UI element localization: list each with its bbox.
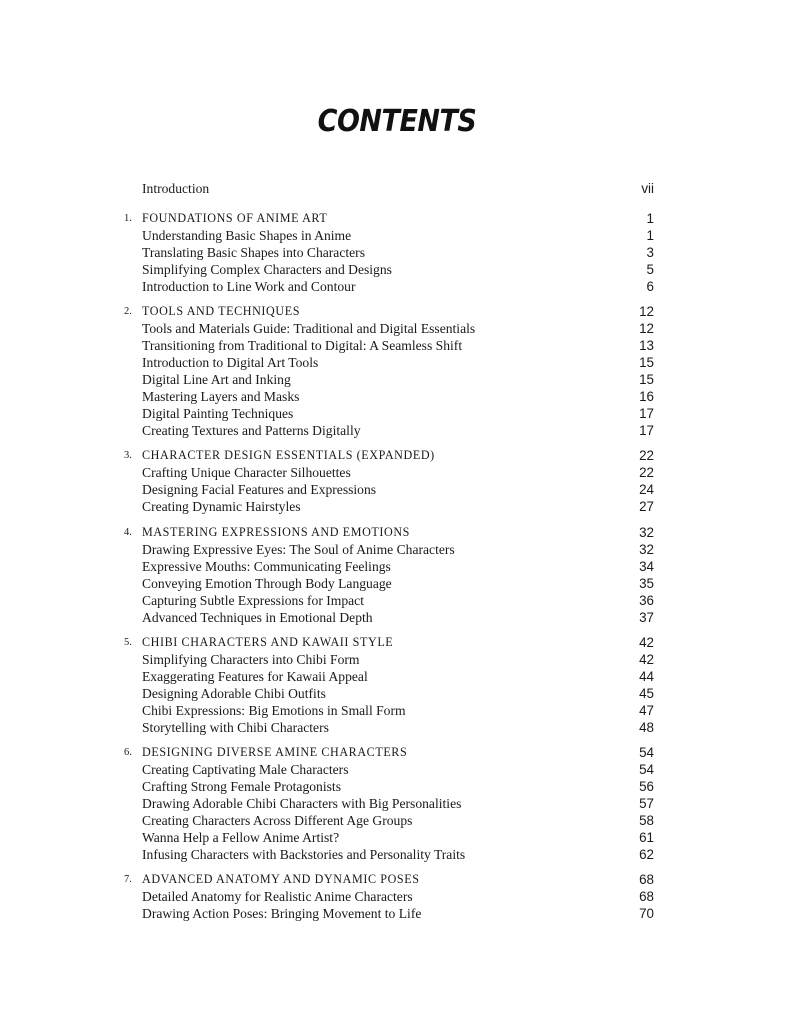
chapter-heading[interactable] (124, 744, 654, 761)
toc-entry-label: Exaggerating Features for Kawaii Appeal (142, 669, 368, 684)
toc-entry-label: Creating Textures and Patterns Digitally (142, 423, 361, 438)
toc-entry-label: Digital Line Art and Inking (142, 372, 291, 387)
toc-entry-label: Transitioning from Traditional to Digital: A Seamless Shift (142, 338, 463, 353)
toc-entry-page: 68 (639, 889, 654, 904)
toc-entry[interactable] (124, 575, 654, 592)
toc-entry[interactable] (124, 761, 654, 778)
toc-entry-page: vii (641, 181, 654, 196)
toc-entry-label: Introduction (142, 181, 210, 196)
toc-entry-page: 47 (639, 703, 654, 718)
toc-entry-page: 5 (646, 262, 654, 277)
toc-entry-page: 35 (639, 576, 654, 591)
toc-entry-page: 70 (639, 906, 654, 921)
toc-entry-label: Drawing Action Poses: Bringing Movement to Life (142, 906, 422, 921)
toc-entry-label: Designing Facial Features and Expressions (142, 482, 377, 497)
toc-entry-label: Infusing Characters with Backstories and Personality Traits (142, 847, 466, 862)
toc-entry[interactable] (124, 829, 654, 846)
chapter-title: CHIBI CHARACTERS AND KAWAII STYLE (142, 635, 394, 649)
toc-entry-page: 37 (639, 610, 654, 625)
toc-entry-label: Conveying Emotion Through Body Language (142, 576, 392, 591)
toc-entry[interactable] (124, 422, 654, 439)
chapter-title: ADVANCED ANATOMY AND DYNAMIC POSES (142, 872, 420, 886)
chapter-page: 22 (639, 448, 654, 463)
chapter-page: 68 (639, 872, 654, 887)
toc-entry-label: Drawing Expressive Eyes: The Soul of Anime Characters (142, 542, 455, 557)
chapter-heading[interactable] (124, 634, 654, 651)
toc-entry[interactable] (124, 320, 654, 337)
chapter-number: 4. (124, 527, 132, 538)
toc-entry[interactable] (124, 244, 654, 261)
toc-entry[interactable] (124, 702, 654, 719)
toc-entry-page: 62 (639, 847, 654, 862)
chapter-number: 6. (124, 747, 132, 758)
toc-entry[interactable] (124, 337, 654, 354)
chapter-title: FOUNDATIONS OF ANIME ART (142, 211, 328, 225)
chapter-page: 32 (639, 525, 654, 540)
toc-entry[interactable] (124, 719, 654, 736)
toc-entry-page: 58 (639, 813, 654, 828)
chapter-title: TOOLS AND TECHNIQUES (142, 304, 301, 318)
chapter-heading[interactable] (124, 210, 654, 227)
toc-entry[interactable] (124, 558, 654, 575)
toc-entry[interactable] (124, 261, 654, 278)
toc-entry[interactable] (124, 846, 654, 863)
page-title: CONTENTS (317, 104, 477, 139)
chapter-page: 12 (639, 304, 654, 319)
toc-entry-label: Creating Captivating Male Characters (142, 762, 349, 777)
toc-entry-page: 22 (639, 465, 654, 480)
chapter-heading[interactable] (124, 524, 654, 541)
toc-entry-page: 27 (639, 499, 654, 514)
toc-entry[interactable] (124, 371, 654, 388)
toc-entry-label: Creating Dynamic Hairstyles (142, 499, 301, 514)
toc-entry-page: 24 (639, 482, 654, 497)
toc-entry[interactable] (124, 481, 654, 498)
toc-entry[interactable] (124, 795, 654, 812)
chapter-number: 3. (124, 450, 132, 461)
toc-entry-page: 42 (639, 652, 654, 667)
toc-entry-label: Simplifying Complex Characters and Designs (142, 262, 392, 277)
toc-entry-label: Detailed Anatomy for Realistic Anime Characters (142, 889, 413, 904)
chapter-title: MASTERING EXPRESSIONS AND EMOTIONS (142, 525, 411, 539)
toc-entry-page: 6 (646, 279, 654, 294)
chapter-number: 2. (124, 306, 132, 317)
toc-entry-label: Expressive Mouths: Communicating Feelings (142, 559, 391, 574)
toc-entry-page: 61 (639, 830, 654, 845)
chapter-1 (124, 210, 654, 295)
toc-entry[interactable] (124, 498, 654, 515)
toc-entry-label: Translating Basic Shapes into Characters (142, 245, 366, 260)
toc-entry[interactable] (124, 278, 654, 295)
toc-entry[interactable] (124, 592, 654, 609)
toc-entry[interactable] (124, 668, 654, 685)
toc-entry-page: 57 (639, 796, 654, 811)
toc-entry-page: 34 (639, 559, 654, 574)
toc-entry-label: Understanding Basic Shapes in Anime (142, 228, 352, 243)
toc-entry[interactable] (124, 609, 654, 626)
toc-entry-label: Advanced Techniques in Emotional Depth (142, 610, 373, 625)
toc-entry[interactable] (124, 405, 654, 422)
toc-entry-label: Creating Characters Across Different Age Groups (142, 813, 413, 828)
toc-entry-label: Designing Adorable Chibi Outfits (142, 686, 326, 701)
chapter-title: DESIGNING DIVERSE AMINE CHARACTERS (142, 745, 408, 759)
toc-entry-label: Digital Painting Techniques (142, 406, 294, 421)
toc-entry-label: Capturing Subtle Expressions for Impact (142, 593, 364, 608)
toc-entry-page: 15 (639, 355, 654, 370)
chapter-heading[interactable] (124, 871, 654, 888)
toc-entry-page: 16 (639, 389, 654, 404)
toc-entry-label: Introduction to Line Work and Contour (142, 279, 356, 294)
chapter-heading[interactable] (124, 447, 654, 464)
toc-entry[interactable] (124, 685, 654, 702)
toc-entry-page: 13 (639, 338, 654, 353)
toc-entry[interactable] (124, 354, 654, 371)
chapter-6 (124, 744, 654, 863)
chapter-4 (124, 524, 654, 626)
toc-entry[interactable] (124, 888, 654, 905)
toc-entry-label: Drawing Adorable Chibi Characters with Big Personalities (142, 796, 462, 811)
toc-entry-page: 56 (639, 779, 654, 794)
chapter-page: 1 (646, 211, 654, 226)
chapter-number: 5. (124, 637, 132, 648)
toc-entry[interactable] (124, 778, 654, 795)
chapter-heading[interactable] (124, 303, 654, 320)
toc-entry-page: 1 (646, 228, 654, 243)
chapter-7 (124, 871, 654, 922)
toc-entry-page: 36 (639, 593, 654, 608)
toc-entry-label: Mastering Layers and Masks (142, 389, 300, 404)
toc-entry-page: 48 (639, 720, 654, 735)
toc-entry[interactable] (124, 227, 654, 244)
chapter-5 (124, 634, 654, 736)
chapter-3 (124, 447, 654, 515)
chapter-page: 42 (639, 635, 654, 650)
toc-entry-label: Chibi Expressions: Big Emotions in Small Form (142, 703, 406, 718)
toc-entry-label: Crafting Unique Character Silhouettes (142, 465, 351, 480)
chapter-page: 54 (639, 745, 654, 760)
toc-entry-label: Crafting Strong Female Protagonists (142, 779, 341, 794)
toc-entry-page: 15 (639, 372, 654, 387)
chapter-number: 7. (124, 874, 132, 885)
toc-entry-label: Wanna Help a Fellow Anime Artist? (142, 830, 340, 845)
toc-entry[interactable] (124, 388, 654, 405)
toc-entry-page: 54 (639, 762, 654, 777)
toc-entry-page: 45 (639, 686, 654, 701)
chapter-title: CHARACTER DESIGN ESSENTIALS (EXPANDED) (142, 448, 435, 462)
toc-entry[interactable] (124, 651, 654, 668)
toc-entry-page: 44 (639, 669, 654, 684)
toc-entry-label: Introduction to Digital Art Tools (142, 355, 319, 370)
toc-entry-label: Simplifying Characters into Chibi Form (142, 652, 360, 667)
toc-entry-page: 17 (639, 406, 654, 421)
toc-entry-label: Tools and Materials Guide: Traditional and Digital Essentials (142, 321, 476, 336)
toc-entry[interactable] (124, 541, 654, 558)
toc-entry-page: 17 (639, 423, 654, 438)
toc-entry[interactable] (124, 905, 654, 922)
toc-entry-page: 12 (639, 321, 654, 336)
chapter-2 (124, 303, 654, 439)
toc-entry-introduction[interactable] (142, 180, 654, 198)
chapter-number: 1. (124, 213, 132, 224)
toc-entry[interactable] (124, 812, 654, 829)
toc-entry-page: 3 (646, 245, 654, 260)
toc-entry[interactable] (124, 464, 654, 481)
toc-entry-label: Storytelling with Chibi Characters (142, 720, 329, 735)
toc-entry-page: 32 (639, 542, 654, 557)
